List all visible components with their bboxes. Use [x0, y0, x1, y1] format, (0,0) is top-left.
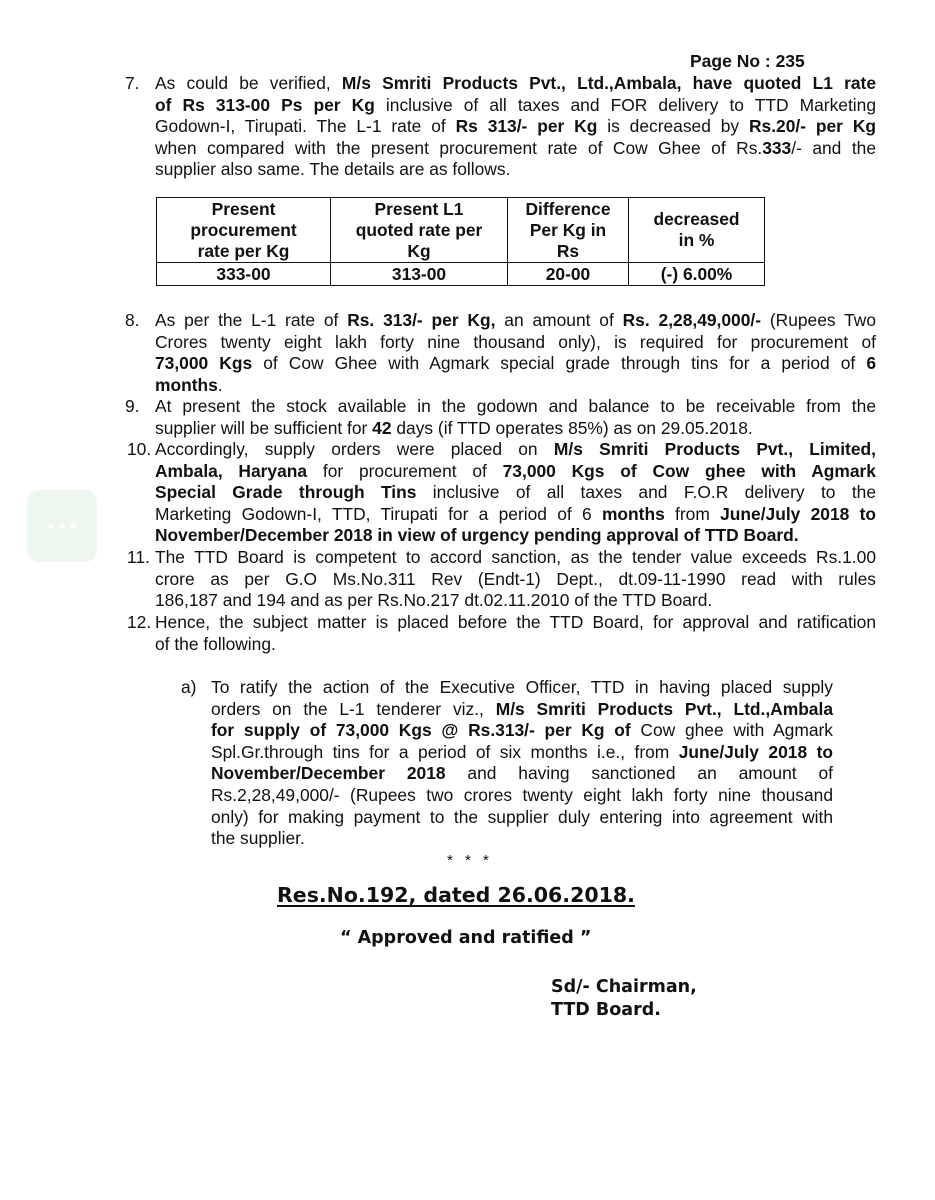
- value-difference: 20-00: [508, 263, 629, 286]
- paragraph-number: 11.: [127, 547, 150, 567]
- paragraph-11: 11. The TTD Board is competent to accord sanction, as the tender value exceeds Rs.1.00 crore as per G.O Ms.No.311 Rev (Endt-1) Dept., dt.09-11-1990 read with rules 186,187 and 194 and as per Rs.No.217 dt.02.11.2010 of the TTD Board.: [127, 547, 876, 611]
- paragraph-number: 9.: [125, 396, 140, 416]
- header-difference: Difference Per Kg in Rs: [508, 198, 629, 263]
- approval-text: “ Approved and ratified ”: [340, 928, 592, 948]
- resolution-item-a: a) To ratify the action of the Executive Officer, TTD in having placed supply orders on the L-1 tenderer viz., M/s Smriti Products Pvt., Ltd.,Ambala for supply of 73,000 Kgs @ Rs.313/- per Kg of Cow ghee with Agmark Spl.Gr.through tins for a period of six months i.e., from June/July 2018 to November/December 2018 and having sanctioned an amount of Rs.2,28,49,000/- (Rupees two crores twenty eight lakh forty nine thousand only) for making payment to the supplier duly entering into agreement with the supplier.: [181, 677, 833, 849]
- more-dots-icon: [48, 523, 54, 529]
- signature-line-2: TTD Board.: [551, 1000, 661, 1020]
- paragraph-12: 12. Hence, the subject matter is placed before the TTD Board, for approval and ratification of the following.: [127, 612, 876, 654]
- paragraph-9: 9. At present the stock available in the godown and balance to be receivable from the supplier will be sufficient for 42 days (if TTD operates 85%) as on 29.05.2018.: [125, 396, 876, 438]
- page-number: Page No : 235: [690, 51, 805, 71]
- item-label: a): [181, 677, 197, 697]
- rate-comparison-table: [156, 197, 765, 286]
- paragraph-number: 12.: [127, 612, 152, 632]
- header-decreased-percent: decreased in %: [629, 198, 765, 263]
- signature-line-1: Sd/- Chairman,: [551, 977, 697, 997]
- paragraph-number: 7.: [125, 73, 140, 93]
- paragraph-number: 8.: [125, 310, 140, 330]
- table-row: [157, 263, 765, 286]
- value-decreased-percent: (-) 6.00%: [629, 263, 765, 286]
- value-l1-rate: 313-00: [331, 263, 508, 286]
- value-present-rate: 333-00: [157, 263, 331, 286]
- header-present-rate: Present procurement rate per Kg: [157, 198, 331, 263]
- table-header-row: [157, 198, 765, 263]
- header-l1-rate: Present L1 quoted rate per Kg: [331, 198, 508, 263]
- paragraph-number: 10.: [127, 439, 152, 459]
- paragraph-7: 7. As could be verified, M/s Smriti Products Pvt., Ltd.,Ambala, have quoted L1 rate of Rs 313-00 Ps per Kg inclusive of all taxes and FOR delivery to TTD Marketing Godown-I, Tirupati. The L-1 rate of Rs 313/- per Kg is decreased by Rs.20/- per Kg when compared with the present procurement rate of Cow Ghee of Rs.333/- and the supplier also same. The details are as follows.: [125, 73, 877, 180]
- more-options-button[interactable]: [27, 490, 97, 562]
- separator-stars: * * *: [447, 852, 493, 869]
- paragraph-10: 10. Accordingly, supply orders were placed on M/s Smriti Products Pvt., Limited, Ambala, Haryana for procurement of 73,000 Kgs of Cow ghee with Agmark Special Grade through Tins inclusive of all taxes and F.O.R delivery to the Marketing Godown-I, TTD, Tirupati for a period of 6 months from June/July 2018 to November/December 2018 in view of urgency pending approval of TTD Board.: [127, 439, 877, 546]
- resolution-number: Res.No.192, dated 26.06.2018.: [277, 883, 635, 907]
- paragraph-8: 8. As per the L-1 rate of Rs. 313/- per Kg, an amount of Rs. 2,28,49,000/- (Rupees Two Crores twenty eight lakh forty nine thousand only), is required for procurement of 73,000 Kgs of Cow Ghee with Agmark special grade through tins for a period of 6 months.: [125, 310, 876, 395]
